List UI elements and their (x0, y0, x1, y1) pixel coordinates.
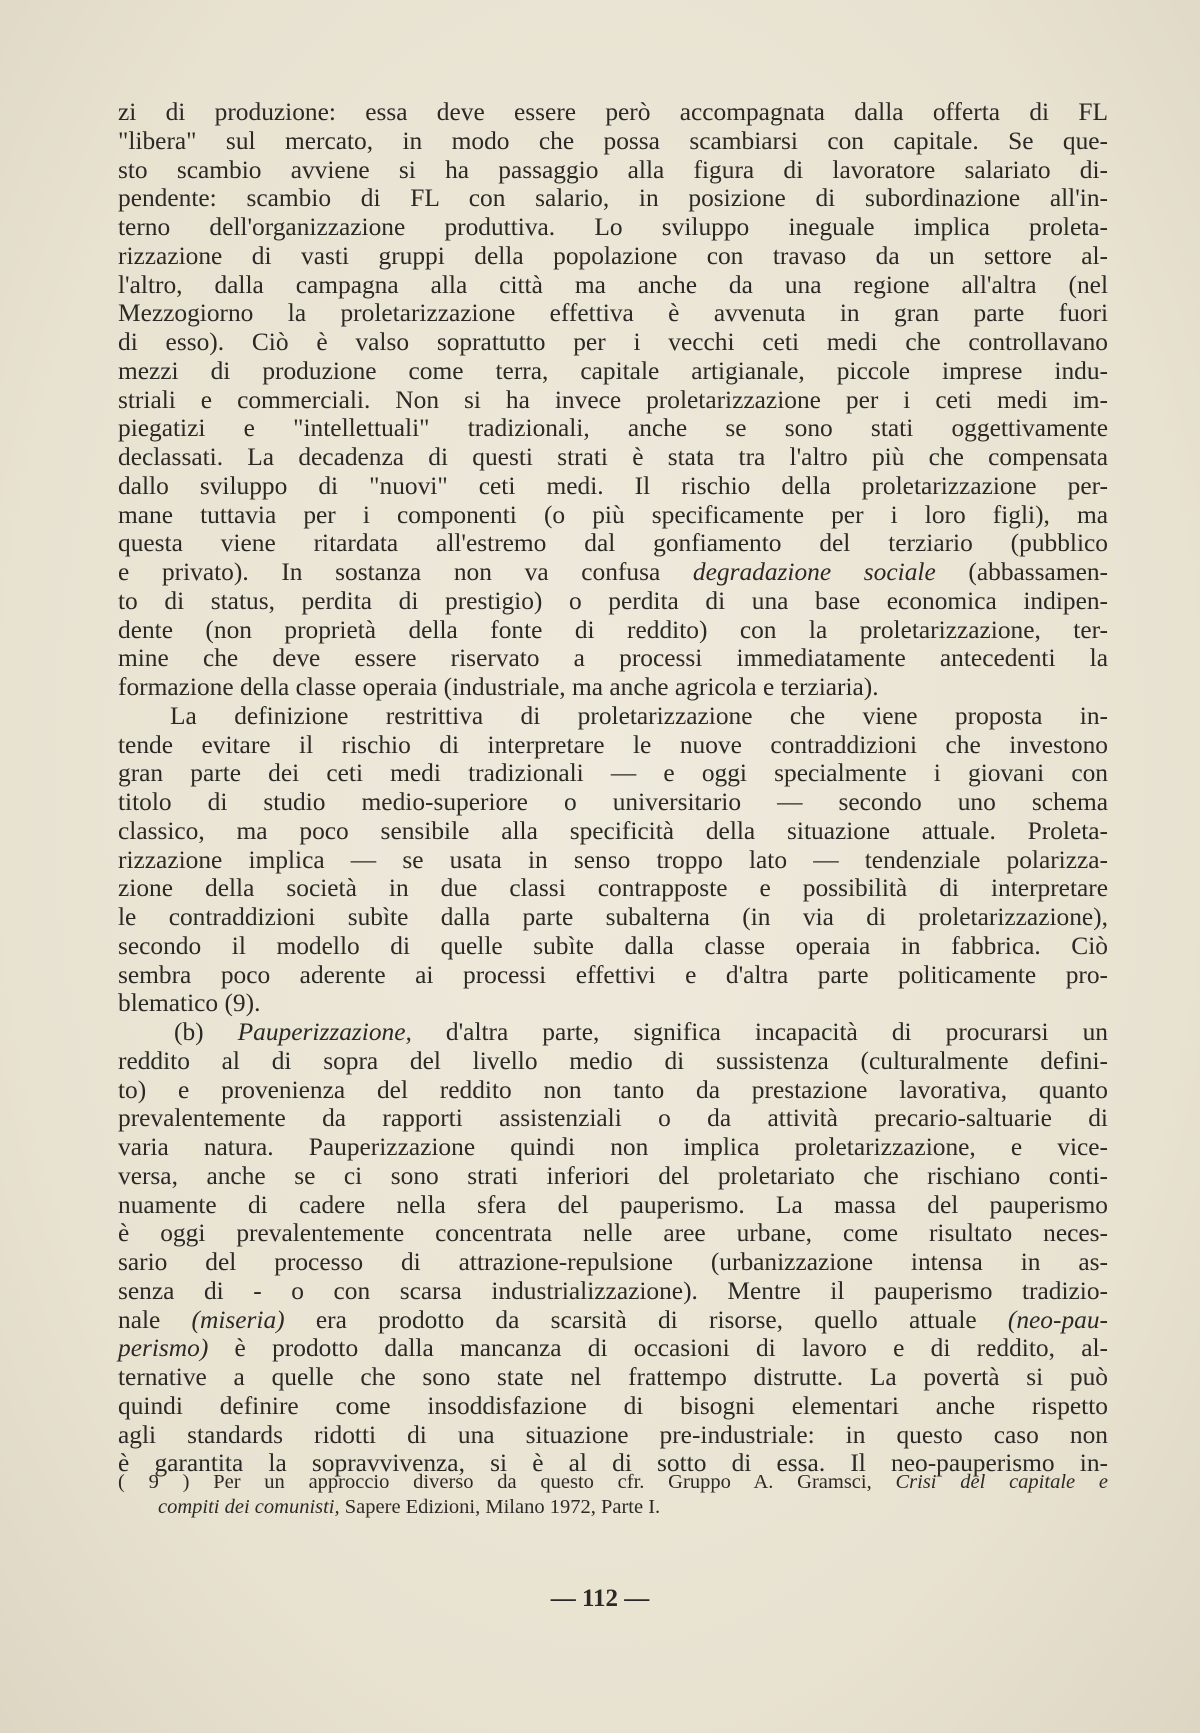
body-text (118, 98, 1108, 1478)
text-line: varia natura. Pauperizzazione quindi non implica proletarizzazione, e vice- (118, 1133, 1108, 1161)
text-run: nale (118, 1305, 192, 1334)
text-line: zi di produzione: essa deve essere però accompagnata dalla offerta di FL (118, 98, 1108, 126)
page-number: — 112 — (550, 1585, 650, 1612)
italic-term: (miseria) (191, 1305, 285, 1334)
text-line: è oggi prevalentemente concentrata nelle aree urbane, come risultato neces- (118, 1219, 1108, 1248)
footnote-text: Sapere Edizioni, Milano 1972, Parte I. (339, 1496, 661, 1518)
text-line: dente (non proprietà della fonte di reddito) con la proletarizzazione, ter- (118, 615, 1108, 644)
text-line: tende evitare il rischio di interpretare le nuove contraddizioni che investono (118, 730, 1108, 759)
text-line: quindi definire come insoddisfazione di bisogni elementari anche rispetto (118, 1391, 1108, 1420)
italic-term: degradazione sociale (692, 558, 936, 586)
text-line: to) e provenienza del reddito non tanto da prestazione lavorativa, quanto (118, 1075, 1108, 1104)
text-run: era prodotto da scarsità di risorse, quello attuale (284, 1305, 1008, 1334)
footnote-title: Crisi del capitale e (895, 1471, 1108, 1493)
text-line: dallo sviluppo di "nuovi" ceti medi. Il rischio della proletarizzazione per- (118, 471, 1108, 500)
text-line (118, 1334, 1108, 1363)
text-line: striali e commerciali. Non si ha invece proletarizzazione per i ceti medi im- (118, 385, 1108, 414)
footnote (118, 1470, 1108, 1520)
text-line: ternative a quelle che sono state nel frattempo distrutte. La povertà si può (118, 1363, 1108, 1391)
footnote-line (118, 1470, 1108, 1495)
paragraph-3 (118, 1018, 1108, 1478)
paragraph-1 (118, 98, 1108, 702)
text-line: sto scambio avviene si ha passaggio alla figura di lavoratore salariato di- (118, 155, 1108, 184)
footnote-title: compiti dei comunisti, (158, 1496, 340, 1518)
text-line: senza di - o con scarsa industrializzazione). Mentre il pauperismo tradizio- (118, 1276, 1108, 1305)
text-run: e privato). In sostanza non va confusa (118, 558, 693, 586)
text-line: le contraddizioni subìte dalla parte subalterna (in via di proletarizzazione), (118, 903, 1108, 931)
text-line: mine che deve essere riservato a processi immediatamente antecedenti la (118, 644, 1108, 673)
text-line: rizzazione di vasti gruppi della popolazione con travaso da un settore al- (118, 241, 1108, 270)
text-line: gran parte dei ceti medi tradizionali — e oggi specialmente i giovani con (118, 759, 1108, 788)
text-line (118, 1018, 1108, 1047)
text-line: Mezzogiorno la proletarizzazione effettiva è avvenuta in gran parte fuori (118, 299, 1108, 328)
text-line: declassati. La decadenza di questi strati è stata tra l'altro più che compensata (118, 443, 1108, 471)
italic-term: perismo) (118, 1334, 209, 1363)
text-line: secondo il modello di quelle subìte dalla classe operaia in fabbrica. Ciò (118, 931, 1108, 960)
text-run: d'altra parte, significa incapacità di procurarsi un (411, 1018, 1108, 1046)
text-run: (abbassamen- (935, 558, 1108, 586)
italic-term: Pauperizzazione, (237, 1018, 412, 1046)
text-line: zione della società in due classi contrapposte e possibilità di interpretare (118, 874, 1108, 903)
text-line: l'altro, dalla campagna alla città ma anche da una regione all'altra (nel (118, 270, 1108, 299)
paragraph-2 (118, 702, 1108, 1018)
text-run: è prodotto dalla mancanza di occasioni di lavoro e di reddito, al- (208, 1334, 1108, 1363)
italic-term: (neo-pau- (1007, 1305, 1109, 1334)
footnote-text: Per un approccio diverso da questo cfr. Gruppo A. Gramsci, (189, 1471, 896, 1493)
text-line: sario del processo di attrazione-repulsione (urbanizzazione intensa in as- (118, 1248, 1108, 1276)
text-line: titolo di studio medio-superiore o universitario — secondo uno schema (118, 788, 1108, 816)
text-line: classico, ma poco sensibile alla specificità della situazione attuale. Proleta- (118, 816, 1108, 845)
text-line: reddito al di sopra del livello medio di sussistenza (culturalmente defini- (118, 1046, 1108, 1075)
text-line: formazione della classe operaia (industriale, ma anche agricola e terziaria). (118, 673, 879, 701)
text-line: "libera" sul mercato, in modo che possa scambiarsi con capitale. Se que- (118, 126, 1108, 155)
text-line: mezzi di produzione come terra, capitale artigianale, piccole imprese indu- (118, 356, 1108, 385)
footnote-marker: ( 9 ) (118, 1471, 190, 1493)
text-line: pendente: scambio di FL con salario, in posizione di subordinazione all'in- (118, 184, 1108, 213)
footnote-line (118, 1495, 1108, 1520)
text-line: agli standards ridotti di una situazione pre-industriale: in questo caso non (118, 1420, 1108, 1449)
text-line: è garantita la sopravvivenza, si è al di sotto di essa. Il neo-pauperismo in- (118, 1449, 1108, 1478)
text-line: to di status, perdita di prestigio) o perdita di una base economica indipen- (118, 586, 1108, 615)
text-line: di esso). Ciò è valso soprattutto per i vecchi ceti medi che controllavano (118, 328, 1108, 356)
text-line: nuamente di cadere nella sfera del pauperismo. La massa del pauperismo (118, 1190, 1108, 1219)
text-line: sembra poco aderente ai processi effettivi e d'altra parte politicamente pro- (118, 960, 1108, 989)
text-line: blematico (9). (118, 989, 261, 1018)
text-line (118, 558, 1108, 587)
text-run: (b) (174, 1018, 238, 1046)
text-line: prevalentemente da rapporti assistenziali o da attività precario-saltuarie di (118, 1104, 1108, 1133)
text-line: terno dell'organizzazione produttiva. Lo sviluppo ineguale implica proleta- (118, 213, 1108, 241)
text-line (118, 1306, 1108, 1335)
text-line: versa, anche se ci sono strati inferiori del proletariato che rischiano conti- (118, 1161, 1108, 1190)
text-line: mane tuttavia per i componenti (o più specificamente per i loro figli), ma (118, 500, 1108, 529)
text-line: La definizione restrittiva di proletarizzazione che viene proposta in- (170, 701, 1108, 730)
text-line: rizzazione implica — se usata in senso troppo lato — tendenziale polarizza- (118, 845, 1108, 874)
text-line: questa viene ritardata all'estremo dal gonfiamento del terziario (pubblico (118, 529, 1108, 558)
text-line: piegatizi e "intellettuali" tradizionali, anche se sono stati oggettivamente (118, 414, 1108, 443)
